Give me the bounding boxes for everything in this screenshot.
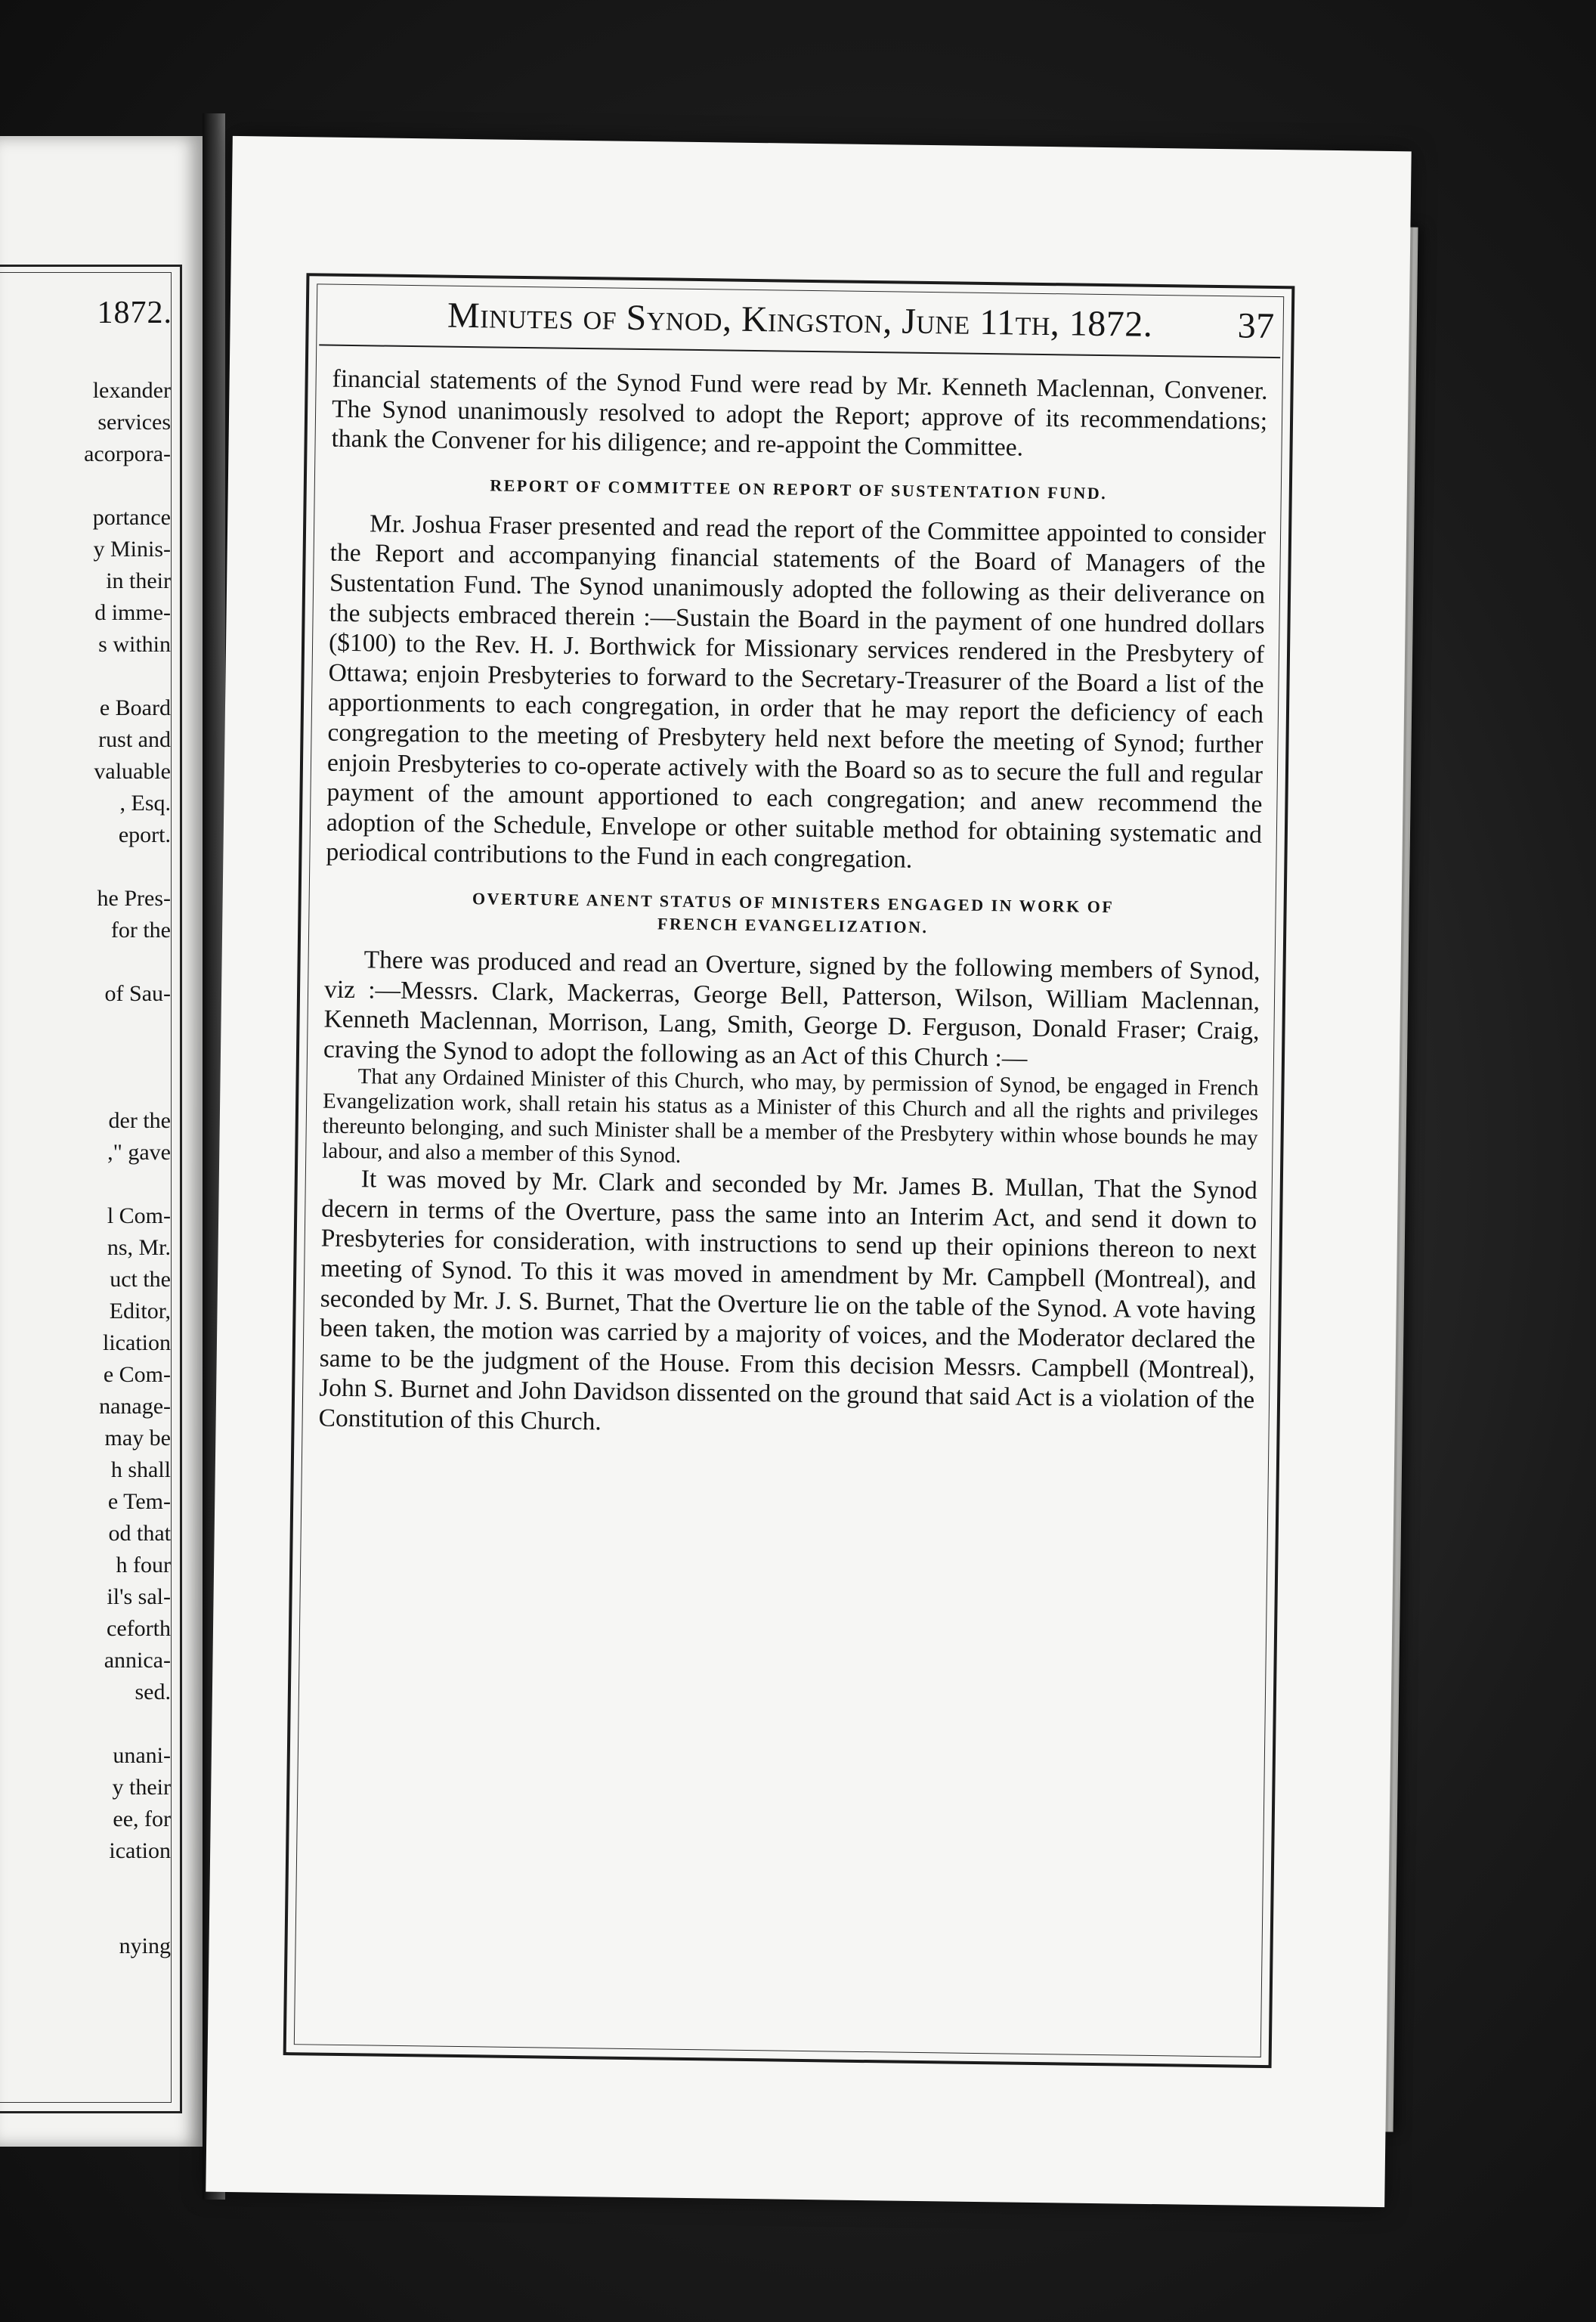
- left-page-line: Editor,: [109, 1299, 171, 1324]
- running-header: [319, 282, 1281, 358]
- left-page-line: ," gave: [107, 1140, 171, 1165]
- left-page-line: acorpora-: [84, 441, 171, 466]
- overture-quote: That any Ordained Minister of this Church, who may, by permission of Synod, be engaged in French Evangelization work, shall retain his status as a Minister of this Church and all the rights and privileges thereunto belonging, and such Minister shall be a member of the Presbytery within whose bounds he may labour, and also a member of this Synod.: [322, 1064, 1259, 1169]
- left-page-line: ee, for: [113, 1807, 171, 1831]
- left-page-line: e Board: [99, 695, 171, 720]
- left-page-line: e Com-: [103, 1362, 171, 1387]
- opening-paragraph: financial statements of the Synod Fund were read by Mr. Kenneth Maclennan, Convener. The Synod unanimously resolved to adopt the Report; approve of its recommendations; thank the Convener for his diligence; and re-appoint the Committee.: [331, 364, 1268, 462]
- left-page-line: he Pres-: [97, 886, 171, 911]
- right-page: [206, 136, 1411, 2207]
- page-border-outer: [283, 273, 1295, 2068]
- left-page-line: services: [97, 410, 171, 435]
- left-page-line: for the: [110, 918, 171, 943]
- left-page-line: of Sau-: [104, 981, 171, 1006]
- paragraph-sustentation-report: Mr. Joshua Fraser presented and read the report of the Committee appointed to consider the Report and accompanying financial statements of the Board of Managers of the Sustentation Fund. The Synod unanimously adopted the following as their deliverance on the subjects embraced therein :—Sustain the Board in the payment of one hundred dollars ($100) to the Rev. H. J. Borthwick for Missionary services rendered in the Presbytery of Ottawa; enjoin Presbyteries to forward to the Secretary-Treasurer of the Board a list of the apportionments to each congregation, in order that he may report the deficiency of each congregation to the meeting of Presbytery held next before the meeting of Synod; further enjoin Presbyteries to co-operate actively with the Board so as to secure the full and regular payment of the amount apportioned to each congregation; and anew recommend the adoption of the Schedule, Envelope or other suitable method for obtaining systematic and periodical contributions to the Fund in each congregation.: [326, 509, 1267, 875]
- left-page-line: nanage-: [99, 1394, 171, 1419]
- left-page-line: l Com-: [107, 1203, 171, 1228]
- page-content: [318, 364, 1267, 1446]
- left-page-year: 1872.: [97, 296, 172, 330]
- left-page-line: h shall: [110, 1457, 171, 1482]
- left-page-line: ceforth: [107, 1616, 171, 1641]
- left-page-line: , Esq.: [119, 791, 171, 816]
- section-heading-overture-line-2: FRENCH EVANGELIZATION.: [657, 914, 929, 937]
- header-title: Minutes of Synod, Kingston, June 11th, 1872.: [447, 295, 1153, 345]
- section-heading-sustentation: REPORT OF COMMITTEE ON REPORT OF SUSTENTATION FUND.: [490, 475, 1108, 503]
- left-page-line: valuable: [94, 759, 171, 784]
- paragraph-overture-intro: There was produced and read an Overture, signed by the following members of Synod, viz :—Messrs. Clark, Mackerras, George Bell, Patterson, Wilson, William Maclennan, Kenneth Maclennan, Morrison, Lang, Smith, George D. Ferguson, Donald Fraser; Craig, craving the Synod to adopt the following as an Act of this Church :—: [323, 946, 1260, 1073]
- left-page-line: der the: [108, 1108, 171, 1133]
- left-page-line: rust and: [98, 727, 171, 752]
- left-page-line: lexander: [92, 378, 171, 403]
- left-page-line: sed.: [135, 1680, 171, 1704]
- page-number: 37: [1237, 305, 1276, 346]
- section-heading-overture-line-1: OVERTURE ANENT STATUS OF MINISTERS ENGAGED IN WORK OF: [472, 889, 1115, 917]
- left-page-line: uct the: [110, 1267, 171, 1292]
- left-page-line: unani-: [113, 1743, 171, 1768]
- left-page-line: in their: [106, 568, 171, 593]
- section-heading-overture: [325, 886, 1261, 943]
- left-page-line: h four: [116, 1553, 171, 1577]
- left-page-line: y Minis-: [93, 537, 171, 562]
- left-facing-page: [0, 136, 203, 2147]
- left-page-line: od that: [108, 1521, 171, 1546]
- left-page-line: annica-: [104, 1648, 171, 1673]
- left-page-line: nying: [119, 1933, 171, 1958]
- left-page-line: ns, Mr.: [107, 1235, 171, 1260]
- left-page-line: y their: [112, 1775, 171, 1800]
- left-page-line: eport.: [118, 822, 171, 847]
- left-page-line: s within: [98, 632, 171, 657]
- left-page-line: ication: [109, 1838, 171, 1863]
- left-page-line: may be: [104, 1426, 171, 1450]
- left-page-line: portance: [92, 505, 171, 530]
- paragraph-motion: It was moved by Mr. Clark and seconded by Mr. James B. Mullan, That the Synod decern in terms of the Overture, pass the same into an Interim Act, and send it down to Presbyteries for consideration, with instructions to send up their opinions thereon to next meeting of Synod. To this it was moved in amendment by Mr. Campbell (Montreal), and seconded by Mr. J. S. Burnet, That the Overture lie on the table of the Synod. A vote having been taken, the motion was carried by a majority of voices, and the Moderator declared the same to be the judgment of the House. From this decision Messrs. Campbell (Montreal), John S. Burnet and John Davidson dissented on the ground that said Act is a violation of the Constitution of this Church.: [318, 1165, 1257, 1436]
- left-page-line: d imme-: [94, 600, 171, 625]
- left-page-line: lication: [103, 1330, 171, 1355]
- left-page-line: e Tem-: [107, 1489, 171, 1514]
- left-page-line: il's sal-: [107, 1584, 171, 1609]
